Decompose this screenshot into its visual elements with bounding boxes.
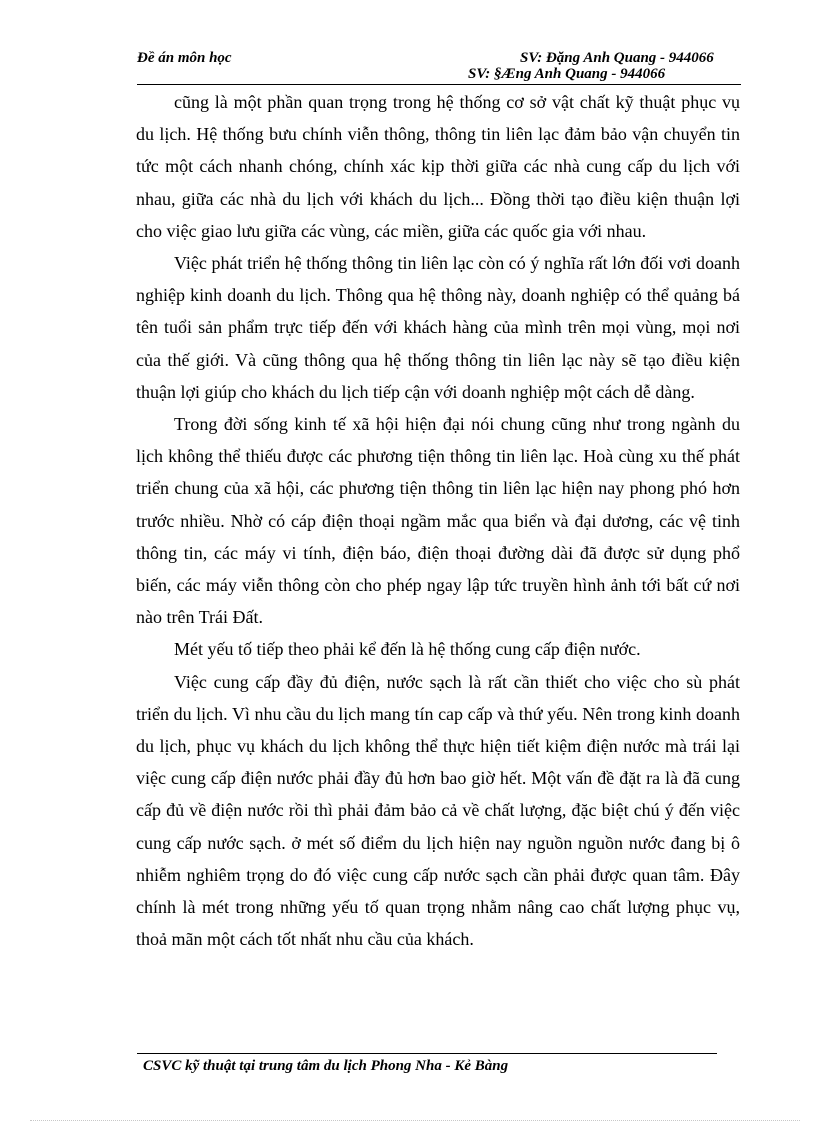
page-bottom-edge <box>30 1120 800 1121</box>
paragraph: Mét yếu tố tiếp theo phải kể đến là hệ thống cung cấp điện nước. <box>174 639 641 660</box>
header-course-title: Đề án môn học <box>137 50 232 66</box>
footer-title: CSVC kỹ thuật tại trung tâm du lịch Phong Nha - Kẻ Bàng <box>143 1058 509 1074</box>
paragraph: Việc phát triển hệ thống thông tin liên lạc còn có ý nghĩa rất lớn đối vơi doanh nghiệp kinh doanh du lịch. Thông qua hệ thông này, doanh nghiệp có thể quảng bá tên tuổi sản phẩm trực tiếp đến với khách hàng của mình trên mọi vùng, mọi nơi của thế giới. Và cũng thông qua hệ thống thông tin liên lạc này sẽ tạo điều kiện thuận lợi giúp cho khách du lịch tiếp cận với doanh nghiệp một cách dễ dàng. <box>136 253 740 402</box>
header-student-info-garbled: SV: §Æng Anh Quang - 944066 <box>468 66 666 82</box>
header-student-info: SV: Đặng Anh Quang - 944066 <box>520 50 714 66</box>
document-body <box>136 86 740 955</box>
header-divider <box>137 84 741 85</box>
paragraph: Trong đời sống kinh tế xã hội hiện đại nói chung cũng như trong ngành du lịch không thể thiếu được các phương tiện thông tin liên lạc. Hoà cùng xu thế phát triển chung của xã hội, các phương tiện thông tin liên lạc hiện nay phong phó hơn trước nhiều. Nhờ có cáp điện thoại ngầm mắc qua biển và đại dương, các vệ tinh thông tin, các máy vi tính, điện báo, điện thoại đường dài đã được sử dụng phổ biến, các máy viễn thông còn cho phép ngay lập tức truyền hình ảnh tới bất cứ nơi nào trên Trái Đất. <box>136 414 740 628</box>
footer-divider <box>137 1053 717 1054</box>
paragraph: Việc cung cấp đầy đủ điện, nước sạch là rất cần thiết cho việc cho sù phát triển du lịch. Vì nhu cầu du lịch mang tín cap cấp và thứ yếu. Nên trong kinh doanh du lịch, phục vụ khách du lịch không thể thực hiện tiết kiệm điện nước mà trái lại việc cung cấp điện nước phải đầy đủ hơn bao giờ hết. Một vấn đề đặt ra là đã cung cấp đủ về điện nước rồi thì phải đảm bảo cả về chất lượng, đặc biệt chú ý đến việc cung cấp nước sạch. ở mét số điểm du lịch hiện nay nguồn nguồn nước đang bị ô nhiễm nghiêm trọng do đó việc cung cấp nước sạch cần phải được quan tâm. Đây chính là mét trong những yếu tố quan trọng nhằm nâng cao chất lượng phục vụ, thoả mãn một cách tốt nhất nhu cầu của khách. <box>136 671 740 950</box>
paragraph: cũng là một phần quan trọng trong hệ thống cơ sở vật chất kỹ thuật phục vụ du lịch. Hệ thống bưu chính viễn thông, thông tin liên lạc đảm bảo vận chuyển tin tức một cách nhanh chóng, chính xác kịp thời giữa các nhà cung cấp du lịch với nhau, giữa các nhà du lịch với khách du lịch... Đồng thời tạo điều kiện thuận lợi cho việc giao lưu giữa các vùng, các miền, giữa các quốc gia với nhau. <box>136 92 740 241</box>
